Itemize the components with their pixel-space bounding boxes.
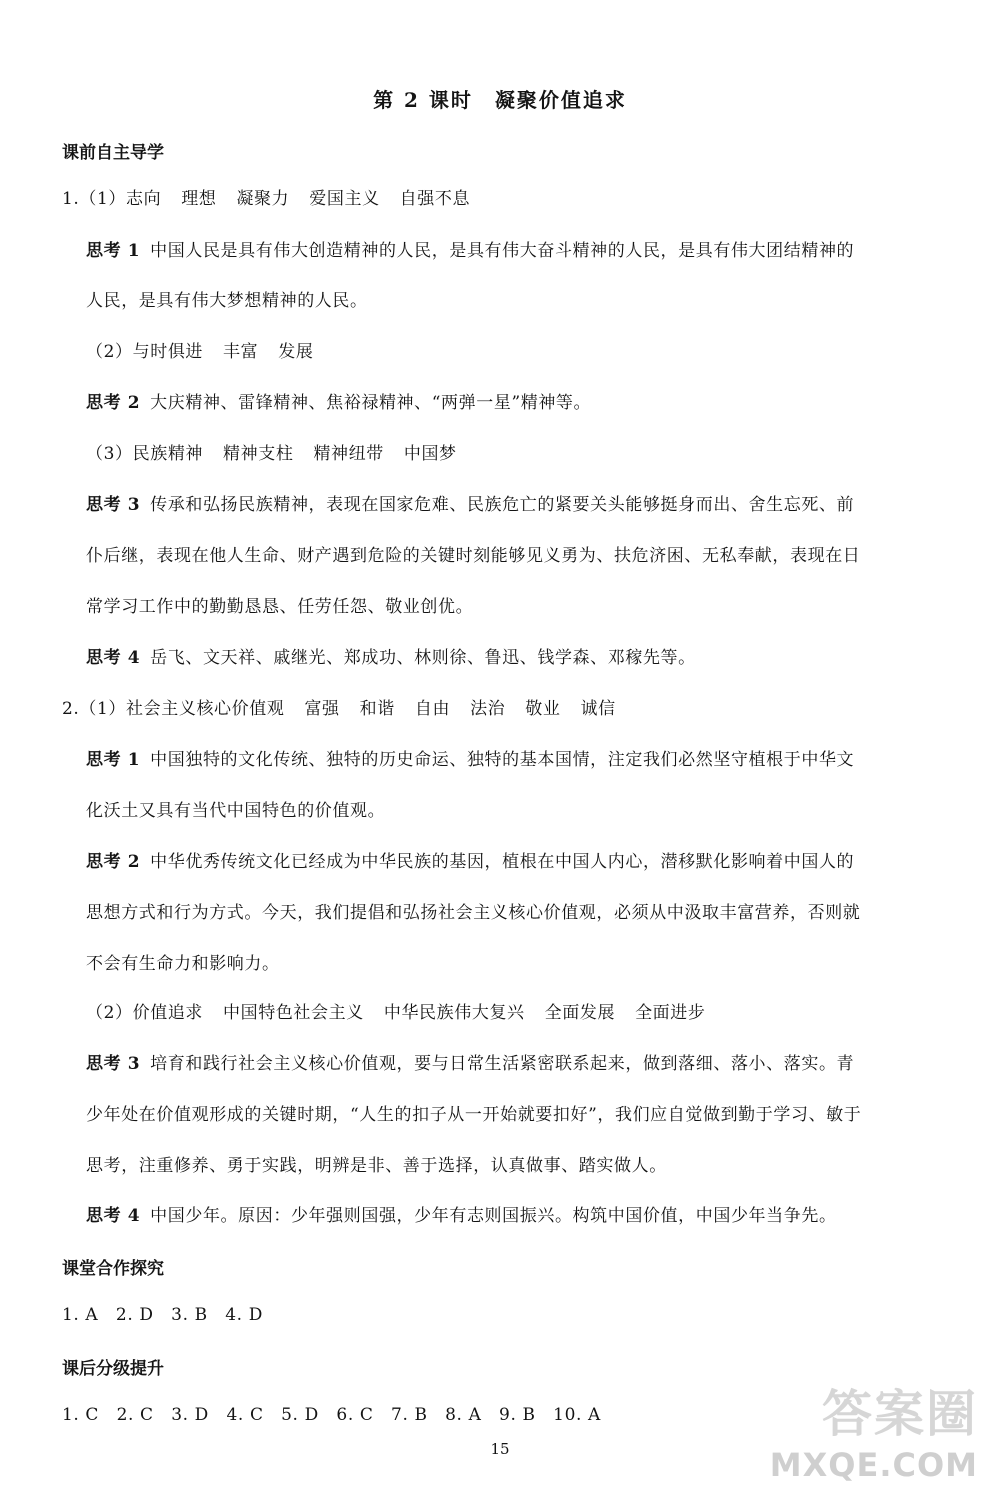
think-2-1: 思考 1 中国独特的文化传统、独特的历史命运、独特的基本国情，注定我们必然坚守植根于中华文 (86, 750, 855, 770)
watermark (770, 1374, 978, 1484)
page-number: 15 (490, 1440, 510, 1458)
section-heading-preclass: 课前自主导学 (62, 143, 164, 163)
think-2-3-cont: 少年处在价值观形成的关键时期，“人生的扣子从一开始就要扣好”，我们应自觉做到勤于学习、敏于 (86, 1105, 862, 1125)
watermark-logo: 答案圈 (822, 1385, 978, 1443)
think-1-1: 思考 1 中国人民是具有伟大创造精神的人民，是具有伟大奋斗精神的人民，是具有伟大团结精神的 (86, 241, 855, 261)
think-1-3: 思考 3 传承和弘扬民族精神，表现在国家危难、民族危亡的紧要关头能够挺身而出、舍生忘死、前 (86, 495, 855, 515)
answer-row-1-1: 1.（1）志向 理想 凝聚力 爱国主义 自强不息 (62, 189, 471, 209)
think-2-2-cont: 思想方式和行为方式。今天，我们提倡和弘扬社会主义核心价值观，必须从中汲取丰富营养，否则就 (86, 903, 861, 923)
think-2-1-cont: 化沃土又具有当代中国特色的价值观。 (86, 801, 386, 821)
inclass-answers: 1. A 2. D 3. B 4. D (62, 1305, 263, 1325)
think-2-2: 思考 2 中华优秀传统文化已经成为中华民族的基因，植根在中国人内心，潜移默化影响着中国人的 (86, 852, 855, 872)
think-2-4: 思考 4 中国少年。原因：少年强则国强，少年有志则国振兴。构筑中国价值，中国少年当争先。 (86, 1206, 837, 1226)
think-2-3-cont: 思考，注重修养、勇于实践，明辨是非、善于选择，认真做事、踏实做人。 (86, 1156, 667, 1176)
watermark-url: MXQE.COM (769, 1446, 978, 1484)
answer-row-1-2: （2）与时俱进 丰富 发展 (86, 342, 314, 362)
answer-row-2-1: 2.（1）社会主义核心价值观 富强 和谐 自由 法治 敬业 诚信 (62, 699, 616, 719)
think-1-1-cont: 人民，是具有伟大梦想精神的人民。 (86, 291, 368, 311)
page-title: 第 2 课时 凝聚价值追求 (373, 88, 627, 112)
section-heading-inclass: 课堂合作探究 (62, 1259, 164, 1279)
answer-row-2-2: （2）价值追求 中国特色社会主义 中华民族伟大复兴 全面发展 全面进步 (86, 1003, 706, 1023)
think-2-3: 思考 3 培育和践行社会主义核心价值观，要与日常生活紧密联系起来，做到落细、落小、落实。青 (86, 1054, 855, 1074)
think-1-4: 思考 4 岳飞、文天祥、戚继光、郑成功、林则徐、鲁迅、钱学森、邓稼先等。 (86, 648, 696, 668)
think-1-3-cont: 常学习工作中的勤勤恳恳、任劳任怨、敬业创优。 (86, 597, 474, 617)
answer-row-1-3: （3）民族精神 精神支柱 精神纽带 中国梦 (86, 444, 457, 464)
think-1-2: 思考 2 大庆精神、雷锋精神、焦裕禄精神、“两弹一星”精神等。 (86, 393, 592, 413)
think-2-2-cont: 不会有生命力和影响力。 (86, 954, 280, 974)
think-1-3-cont: 仆后继，表现在他人生命、财产遇到危险的关键时刻能够见义勇为、扶危济困、无私奉献，表现在日 (86, 546, 861, 566)
section-heading-afterclass: 课后分级提升 (62, 1359, 164, 1379)
afterclass-answers: 1. C 2. C 3. D 4. C 5. D 6. C 7. B 8. A 9. B 10. A (62, 1405, 601, 1425)
